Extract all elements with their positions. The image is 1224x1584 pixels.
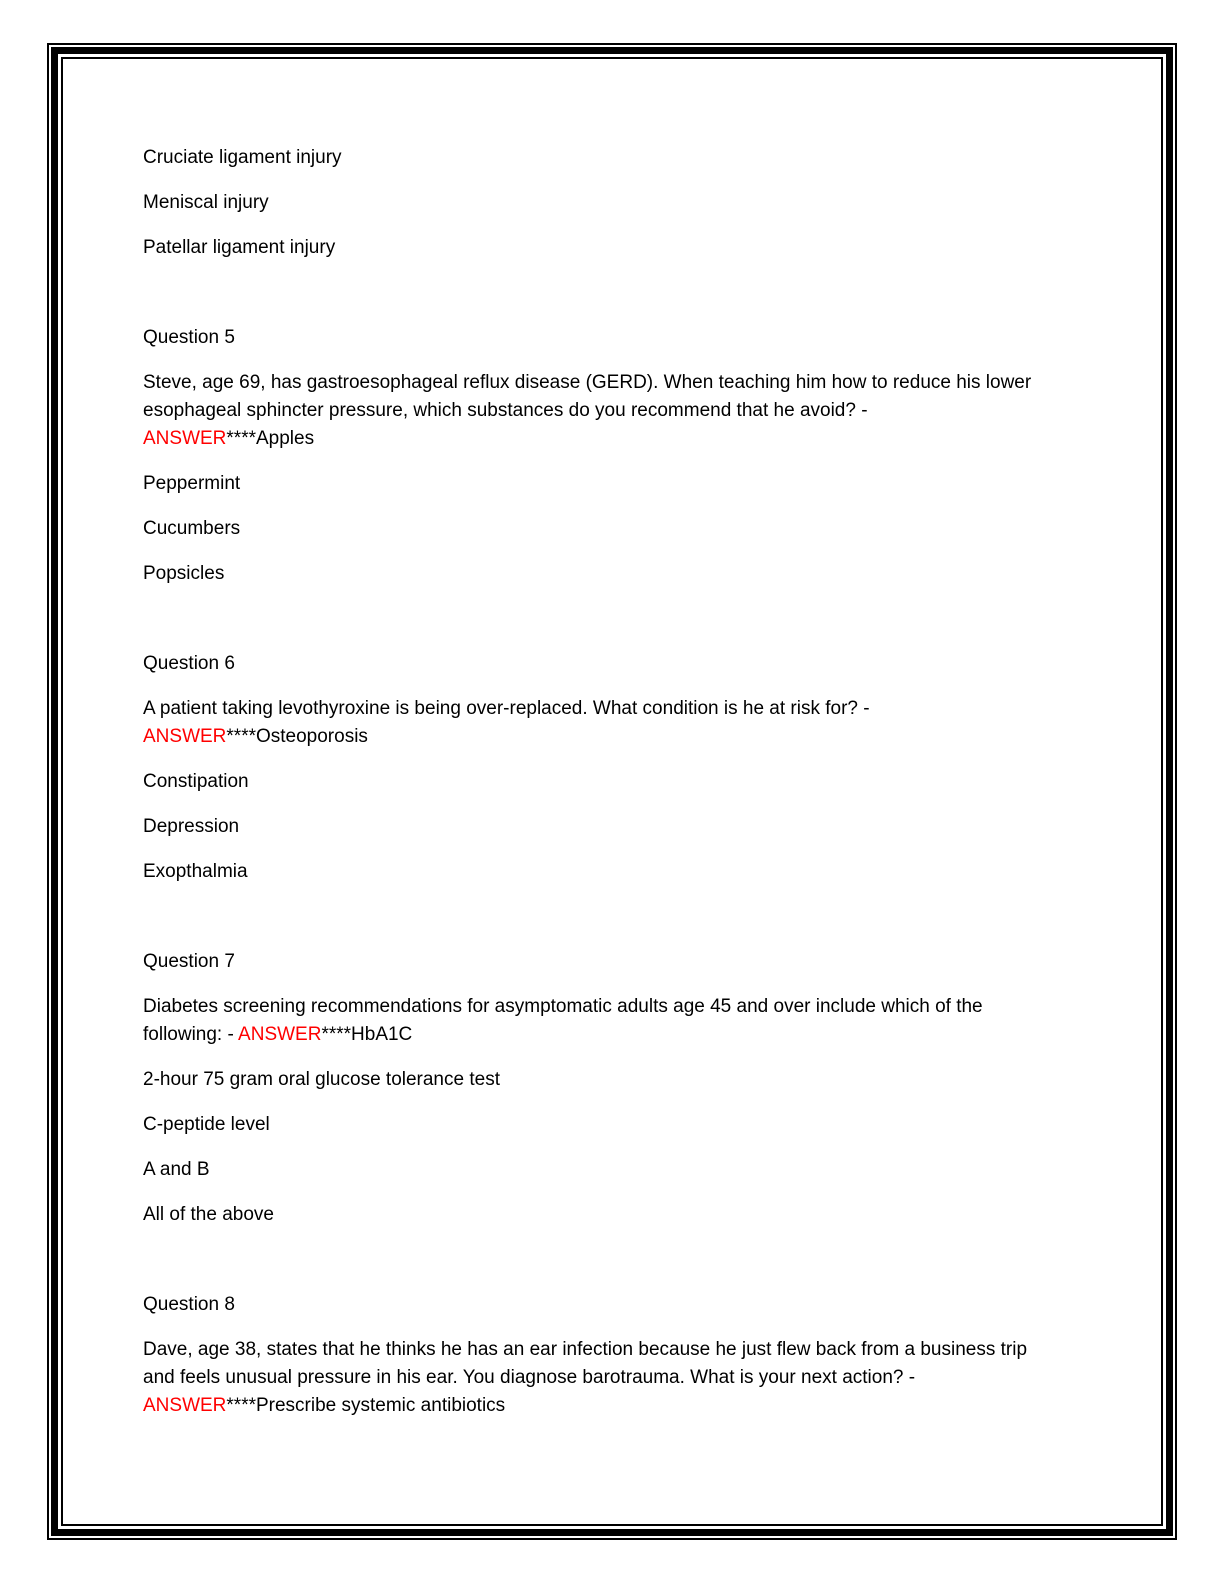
- blank-line: [143, 605, 1138, 633]
- document-body: [143, 144, 1138, 1437]
- text-run: Question 5: [143, 327, 235, 348]
- text-run: Diabetes screening recommendations for asymptomatic adults age 45 and over include which of the: [143, 996, 983, 1017]
- text-run: A and B: [143, 1159, 210, 1180]
- answer-label: ANSWER: [143, 1395, 227, 1416]
- question-text: [143, 993, 1138, 1049]
- option: [143, 144, 1138, 172]
- option: [143, 515, 1138, 543]
- text-run: ****Osteoporosis: [226, 726, 368, 747]
- option: [143, 768, 1138, 796]
- blank-line: [143, 279, 1138, 307]
- text-run: 2-hour 75 gram oral glucose tolerance test: [143, 1069, 500, 1090]
- option: [143, 1156, 1138, 1184]
- text-run: Steve, age 69, has gastroesophageal reflux disease (GERD). When teaching him how to reduce his lower: [143, 372, 1032, 393]
- text-run: ****Prescribe systemic antibiotics: [226, 1395, 506, 1416]
- question-heading: [143, 650, 1138, 678]
- text-run: and feels unusual pressure in his ear. You diagnose barotrauma. What is your next action? -: [143, 1367, 916, 1388]
- text-run: A patient taking levothyroxine is being over-replaced. What condition is he at risk for? -: [143, 698, 870, 719]
- text-run: esophageal sphincter pressure, which substances do you recommend that he avoid? -: [143, 400, 868, 421]
- answer-label: ANSWER: [143, 428, 227, 449]
- question-heading: [143, 948, 1138, 976]
- text-run: Popsicles: [143, 563, 225, 584]
- text-run: Meniscal injury: [143, 192, 269, 213]
- text-run: Question 7: [143, 951, 235, 972]
- text-run: Depression: [143, 816, 240, 837]
- option: [143, 1201, 1138, 1229]
- question-text: [143, 695, 1138, 751]
- text-run: All of the above: [143, 1204, 274, 1225]
- question-text: [143, 1336, 1138, 1420]
- answer-label: ANSWER: [238, 1024, 322, 1045]
- option: [143, 470, 1138, 498]
- text-run: Exopthalmia: [143, 861, 248, 882]
- text-run: Peppermint: [143, 473, 241, 494]
- text-run: Question 6: [143, 653, 235, 674]
- question-text: [143, 369, 1138, 453]
- blank-line: [143, 1246, 1138, 1274]
- option: [143, 189, 1138, 217]
- option: [143, 560, 1138, 588]
- text-run: Cruciate ligament injury: [143, 147, 342, 168]
- option: [143, 1066, 1138, 1094]
- text-run: Constipation: [143, 771, 249, 792]
- text-run: Question 8: [143, 1294, 235, 1315]
- text-run: ****HbA1C: [321, 1024, 413, 1045]
- text-run: Patellar ligament injury: [143, 237, 336, 258]
- text-run: following: -: [143, 1024, 239, 1045]
- option: [143, 858, 1138, 886]
- option: [143, 813, 1138, 841]
- option: [143, 1111, 1138, 1139]
- question-heading: [143, 1291, 1138, 1319]
- text-run: C-peptide level: [143, 1114, 270, 1135]
- text-run: Dave, age 38, states that he thinks he has an ear infection because he just flew back from a business trip: [143, 1339, 1028, 1360]
- text-run: Cucumbers: [143, 518, 241, 539]
- blank-line: [143, 903, 1138, 931]
- text-run: ****Apples: [226, 428, 315, 449]
- question-heading: [143, 324, 1138, 352]
- option: [143, 234, 1138, 262]
- answer-label: ANSWER: [143, 726, 227, 747]
